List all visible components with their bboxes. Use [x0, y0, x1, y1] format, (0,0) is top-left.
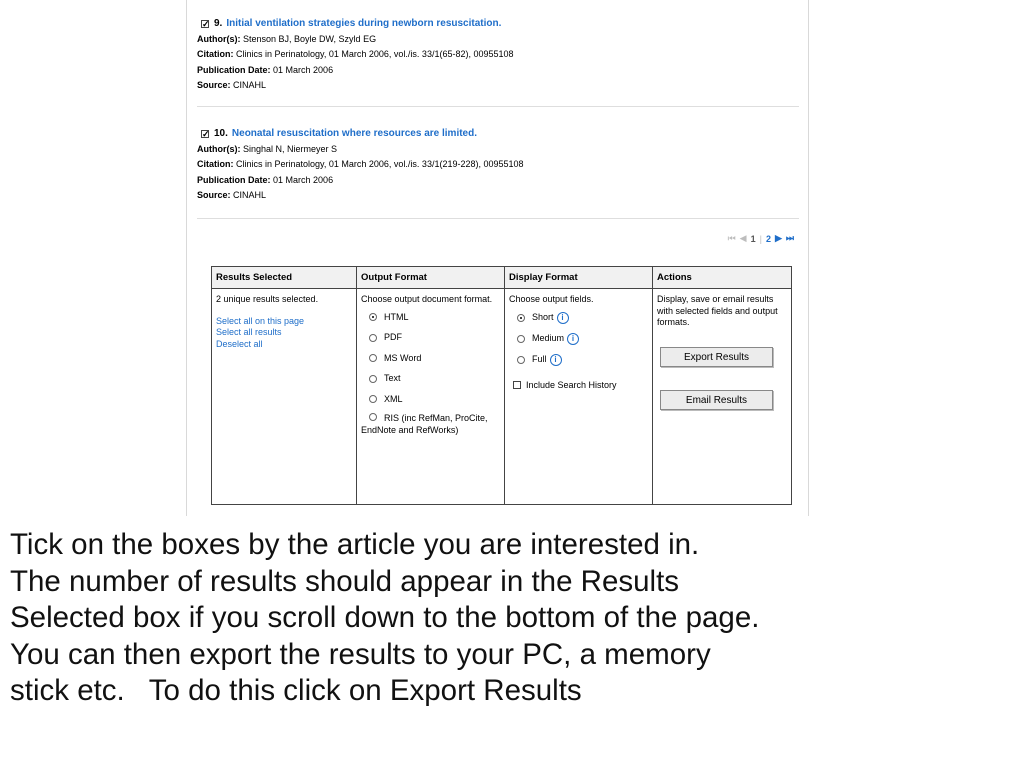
include-history-checkbox[interactable] — [513, 381, 521, 389]
output-format-cell: Choose output document format. HTML PDF MS Word Text XML RIS (inc RefMan, ProCite, EndNote and RefWorks) — [357, 289, 505, 505]
radio-short[interactable]: Short i — [517, 312, 648, 324]
include-search-history[interactable]: Include Search History — [513, 380, 648, 392]
output-options-table — [211, 266, 792, 505]
actions-cell: Display, save or email results with selected fields and output formats. Export Results Email Results — [653, 289, 792, 505]
prev-page-icon[interactable]: ◀ — [739, 233, 747, 243]
result-number: 9. — [214, 18, 223, 29]
radio-xml[interactable]: XML — [369, 394, 500, 406]
select-checkbox[interactable] — [201, 130, 209, 138]
display-format-cell: Choose output fields. Short i Medium i Full i Include Search History — [505, 289, 653, 505]
result-item: ✓ 9. Initial ventilation strategies during newborn resuscitation. Author(s): Stenson BJ, Boyle DW, Szyld EG Citation: Clinics in Perinatology, 01 March 2006, vol./is. 33/1(65-82), 00955108 Publication Date: 01 March 2006 Source: CINAHL — [197, 16, 797, 94]
email-results-button[interactable]: Email Results — [660, 390, 773, 410]
radio-pdf[interactable]: PDF — [369, 332, 500, 344]
info-icon[interactable]: i — [557, 312, 569, 324]
authors: Singhal N, Niermeyer S — [243, 143, 338, 154]
export-results-button[interactable]: Export Results — [660, 347, 773, 367]
divider — [197, 218, 799, 219]
radio-html[interactable]: HTML — [369, 312, 500, 324]
result-item: ✓ 10. Neonatal resuscitation where resources are limited. Author(s): Singhal N, Niermeyer S Citation: Clinics in Perinatology, 01 March 2006, vol./is. 33/1(219-228), 00955108 Publication Date: 01 March 2006 Source: CINAHL — [197, 126, 797, 204]
citation: Clinics in Perinatology, 01 March 2006, vol./is. 33/1(65-82), 00955108 — [236, 49, 514, 59]
citation: Clinics in Perinatology, 01 March 2006, vol./is. 33/1(219-228), 00955108 — [236, 159, 524, 169]
next-page-icon[interactable]: ▶ — [774, 233, 782, 243]
selection-summary: 2 unique results selected. — [216, 294, 319, 304]
select-checkbox[interactable] — [201, 20, 209, 28]
info-icon[interactable]: i — [567, 333, 579, 345]
result-title-link[interactable]: Neonatal resuscitation where resources are limited. — [231, 128, 477, 139]
publication-date: 01 March 2006 — [273, 64, 334, 75]
results-selected-cell — [212, 289, 357, 505]
radio-text[interactable]: Text — [369, 373, 500, 385]
authors: Stenson BJ, Boyle DW, Szyld EG — [243, 33, 377, 44]
divider — [197, 106, 799, 107]
instruction-caption: Tick on the boxes by the article you are interested in. The number of results should appear in the Results Selected box if you scroll down to the bottom of the page. You can then export the results to your PC, a memory stick etc. To do this click on Export Results — [10, 528, 760, 707]
select-all-page-link[interactable]: Select all on this page — [216, 315, 305, 326]
header-output-format: Output Format — [357, 267, 505, 289]
header-display-format: Display Format — [505, 267, 653, 289]
page-1: 1 — [750, 233, 756, 244]
info-icon[interactable]: i — [550, 354, 562, 366]
radio-full[interactable]: Full i — [517, 354, 648, 366]
result-number: 10. — [214, 128, 228, 139]
source: CINAHL — [233, 80, 267, 90]
results-panel — [186, 0, 809, 516]
radio-ms-word[interactable]: MS Word — [369, 353, 500, 365]
radio-medium[interactable]: Medium i — [517, 333, 648, 345]
first-page-icon[interactable]: ⏮ — [727, 233, 736, 243]
pagination: ⏮ ◀ 1 | 2 ▶ ⏭ — [727, 233, 794, 244]
source: CINAHL — [233, 190, 267, 200]
radio-ris[interactable]: RIS (inc RefMan, ProCite, EndNote and RefWorks) — [361, 413, 488, 435]
select-all-results-link[interactable]: Select all results — [216, 327, 282, 337]
page-2-link[interactable]: 2 — [765, 233, 771, 244]
last-page-icon[interactable]: ⏭ — [785, 233, 794, 243]
header-actions: Actions — [653, 267, 792, 289]
result-title-link[interactable]: Initial ventilation strategies during newborn resuscitation. — [226, 18, 502, 29]
publication-date: 01 March 2006 — [273, 174, 334, 185]
header-results-selected: Results Selected — [212, 267, 357, 289]
deselect-all-link[interactable]: Deselect all — [216, 338, 263, 349]
